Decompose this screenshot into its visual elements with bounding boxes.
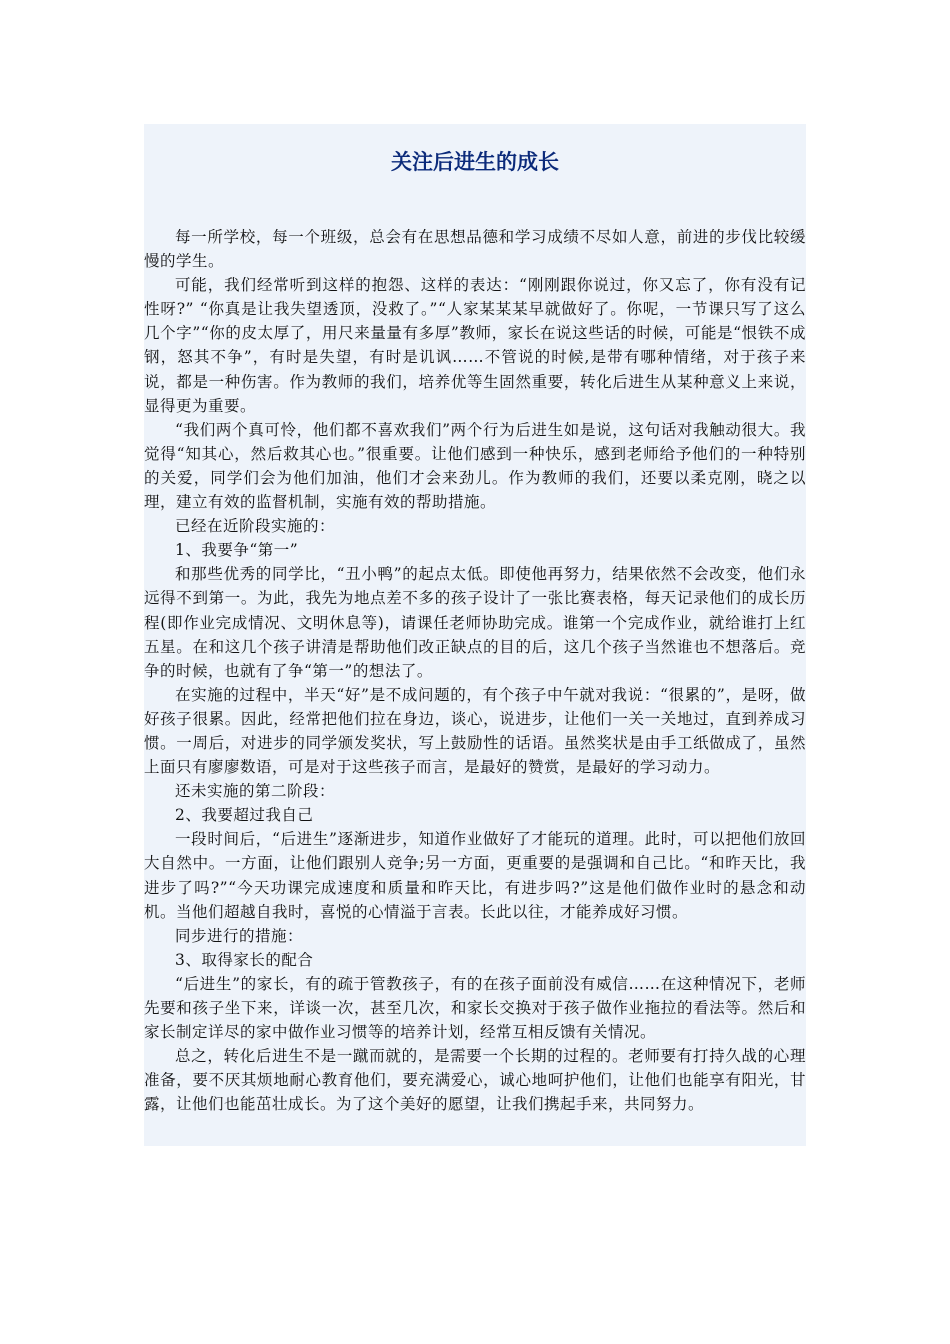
paragraph: 一段时间后，“后进生”逐渐进步，知道作业做好了才能玩的道理。此时，可以把他们放回大自然中。一方面，让他们跟别人竞争;另一方面，更重要的是强调和自己比。“和昨天比，我进步了吗?”“今天功课完成速度和质量和昨天比，有进步吗?”这是他们做作业时的悬念和动机。当他们超越自我时，喜悦的心情溢于言表。长此以往，才能养成好习惯。: [144, 830, 806, 921]
paragraph: 总之，转化后进生不是一蹴而就的，是需要一个长期的过程的。老师要有打持久战的心理准备，要不厌其烦地耐心教育他们，要充满爱心，诚心地呵护他们，让他们也能享有阳光，甘露，让他们也能茁壮成长。为了这个美好的愿望，让我们携起手来，共同努力。: [144, 1047, 806, 1114]
section-label: 还未实施的第二阶段：: [175, 782, 336, 801]
paragraph: “我们两个真可怜，他们都不喜欢我们”两个行为后进生如是说，这句话对我触动很大。我觉得“知其心，然后救其心也。”很重要。让他们感到一种快乐，感到老师给予他们的一种特别的关爱，同学们会为他们加油，他们才会来劲儿。作为教师的我们，还要以柔克刚，晓之以理，建立有效的监督机制，实施有效的帮助措施。: [144, 420, 806, 512]
section-heading: 1、我要争“第一”: [175, 541, 299, 560]
section-label: 已经在近阶段实施的：: [175, 517, 336, 536]
paragraph: 可能，我们经常听到这样的抱怨、这样的表达：“刚刚跟你说过，你又忘了，你有没有记性呀?” “你真是让我失望透顶，没救了。”“人家某某某早就做好了。你呢，一节课只写了这么几个字”“你的皮太厚了，用尺来量量有多厚”教师，家长在说这些话的时候，可能是“恨铁不成钢，怒其不争”，有时是失望，有时是讥讽……不管说的时候,是带有哪种情绪，对于孩子来说，都是一种伤害。作为教师的我们，培养优等生固然重要，转化后进生从某种意义上来说，显得更为重要。: [144, 276, 806, 415]
article-body: [144, 225, 806, 1116]
article-title: 关注后进生的成长: [391, 149, 559, 174]
paragraph: 在实施的过程中，半天“好”是不成问题的，有个孩子中午就对我说：“很累的”，是呀，做好孩子很累。因此，经常把他们拉在身边，谈心，说进步，让他们一关一关地过，直到养成习惯。一周后，对进步的同学颁发奖状，写上鼓励性的话语。虽然奖状是由手工纸做成了，虽然上面只有廖廖数语，可是对于这些孩子而言，是最好的赞赏，是最好的学习动力。: [144, 685, 806, 777]
paragraph: 和那些优秀的同学比，“丑小鸭”的起点太低。即使他再努力，结果依然不会改变，他们永远得不到第一。为此，我先为地点差不多的孩子设计了一张比赛表格，每天记录他们的成长历程(即作业完成情况、文明休息等)，请课任老师协助完成。谁第一个完成作业，就给谁打上红五星。在和这几个孩子讲清是帮助他们改正缺点的目的后，这几个孩子当然谁也不想落后。竞争的时候，也就有了争“第一”的想法了。: [144, 565, 806, 680]
paragraph: “后进生”的家长，有的疏于管教孩子，有的在孩子面前没有威信……在这种情况下，老师先要和孩子坐下来，详谈一次，甚至几次，和家长交换对于孩子做作业拖拉的看法等。然后和家长制定详尽的家中做作业习惯等的培养计划，经常互相反馈有关情况。: [144, 974, 806, 1042]
section-heading: 3、取得家长的配合: [175, 950, 314, 969]
section-heading: 2、我要超过我自己: [175, 806, 314, 825]
paragraph: 每一所学校，每一个班级，总会有在思想品德和学习成绩不尽如人意，前进的步伐比较缓慢的学生。: [144, 228, 806, 271]
section-label: 同步进行的措施：: [175, 926, 304, 945]
